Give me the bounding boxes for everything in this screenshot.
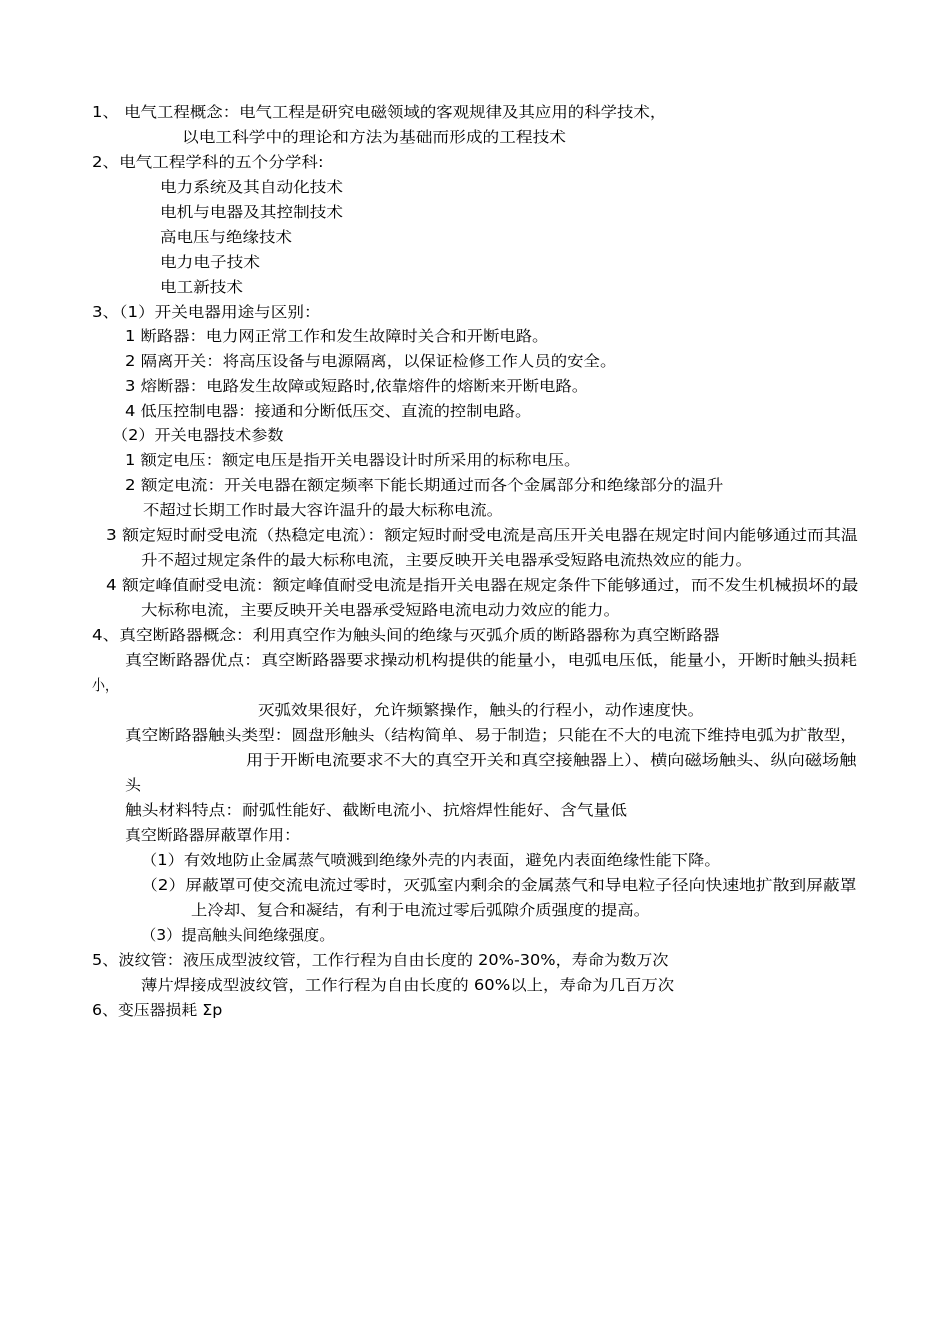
text-line: 头: [125, 776, 142, 794]
text-line: 上冷却、复合和凝结，有利于电流过零后弧隙介质强度的提高。: [191, 901, 651, 919]
text-line: 升不超过规定条件的最大标称电流，主要反映开关电器承受短路电流热效应的能力。: [141, 551, 753, 569]
text-line: 4 额定峰值耐受电流：额定峰值耐受电流是指开关电器在规定条件下能够通过，而不发生机械损坏的最: [106, 576, 859, 594]
text-line: 2 额定电流：开关电器在额定频率下能长期通过而各个金属部分和绝缘部分的温升: [125, 476, 724, 494]
text-line: 灭弧效果很好，允许频繁操作，触头的行程小，动作速度快。: [258, 701, 705, 719]
text-line: 电力系统及其自动化技术: [160, 178, 344, 196]
text-line: 4、真空断路器概念：利用真空作为触头间的绝缘与灭弧介质的断路器称为真空断路器: [92, 626, 720, 644]
text-line: 不超过长期工作时最大容许温升的最大标称电流。: [143, 501, 504, 519]
text-line: 大标称电流，主要反映开关电器承受短路电流电动力效应的能力。: [141, 601, 621, 619]
text-line: 6、变压器损耗 Σp: [92, 1001, 223, 1019]
text-line: 用于开断电流要求不大的真空开关和真空接触器上）、横向磁场触头、纵向磁场触: [246, 751, 857, 769]
text-line: 电工新技术: [160, 278, 244, 296]
text-line: 真空断路器触头类型：圆盘形触头（结构简单、易于制造；只能在不大的电流下维持电弧为扩散型，: [125, 726, 858, 744]
text-line: 2、电气工程学科的五个分学科:: [92, 153, 324, 171]
text-line: （1）有效地防止金属蒸气喷溅到绝缘外壳的内表面，避免内表面绝缘性能下降。: [141, 851, 721, 869]
text-line: 5、波纹管：液压成型波纹管，工作行程为自由长度的 20%-30%，寿命为数万次: [92, 951, 669, 969]
text-line: 3 熔断器：电路发生故障或短路时,依靠熔件的熔断来开断电路。: [125, 377, 589, 395]
text-line: 1 额定电压：额定电压是指开关电器设计时所采用的标称电压。: [125, 451, 581, 469]
text-line: （2）开关电器技术参数: [112, 426, 284, 444]
text-line: 电机与电器及其控制技术: [160, 203, 344, 221]
text-line: （3）提高触头间绝缘强度。: [141, 926, 335, 944]
text-line: 触头材料特点：耐弧性能好、截断电流小、抗熔焊性能好、含气量低: [125, 801, 628, 819]
text-line: 4 低压控制电器：接通和分断低压交、直流的控制电路。: [125, 402, 532, 420]
text-line: 真空断路器优点：真空断路器要求操动机构提供的能量小，电弧电压低，能量小，开断时触头损耗: [125, 651, 858, 669]
text-line: 电力电子技术: [160, 253, 261, 271]
text-line: 1、 电气工程概念：电气工程是研究电磁领域的客观规律及其应用的科学技术，: [92, 103, 667, 121]
text-line: 1 断路器：电力网正常工作和发生故障时关合和开断电路。: [125, 327, 549, 345]
text-line: 高电压与绝缘技术: [160, 228, 293, 246]
text-line: 3、（1）开关电器用途与区别：: [92, 303, 321, 321]
text-line: 小，: [92, 676, 119, 694]
text-line: 真空断路器屏蔽罩作用：: [125, 826, 301, 844]
text-line: 以电工科学中的理论和方法为基础而形成的工程技术: [182, 128, 567, 146]
text-line: 薄片焊接成型波纹管，工作行程为自由长度的 60%以上，寿命为几百万次: [141, 976, 675, 994]
text-line: 3 额定短时耐受电流（热稳定电流）：额定短时耐受电流是高压开关电器在规定时间内能够通过而其温: [106, 526, 858, 544]
text-line: 2 隔离开关：将高压设备与电源隔离，以保证检修工作人员的安全。: [125, 352, 617, 370]
text-line: （2）屏蔽罩可使交流电流过零时，灭弧室内剩余的金属蒸气和导电粒子径向快速地扩散到屏蔽罩: [141, 876, 857, 894]
